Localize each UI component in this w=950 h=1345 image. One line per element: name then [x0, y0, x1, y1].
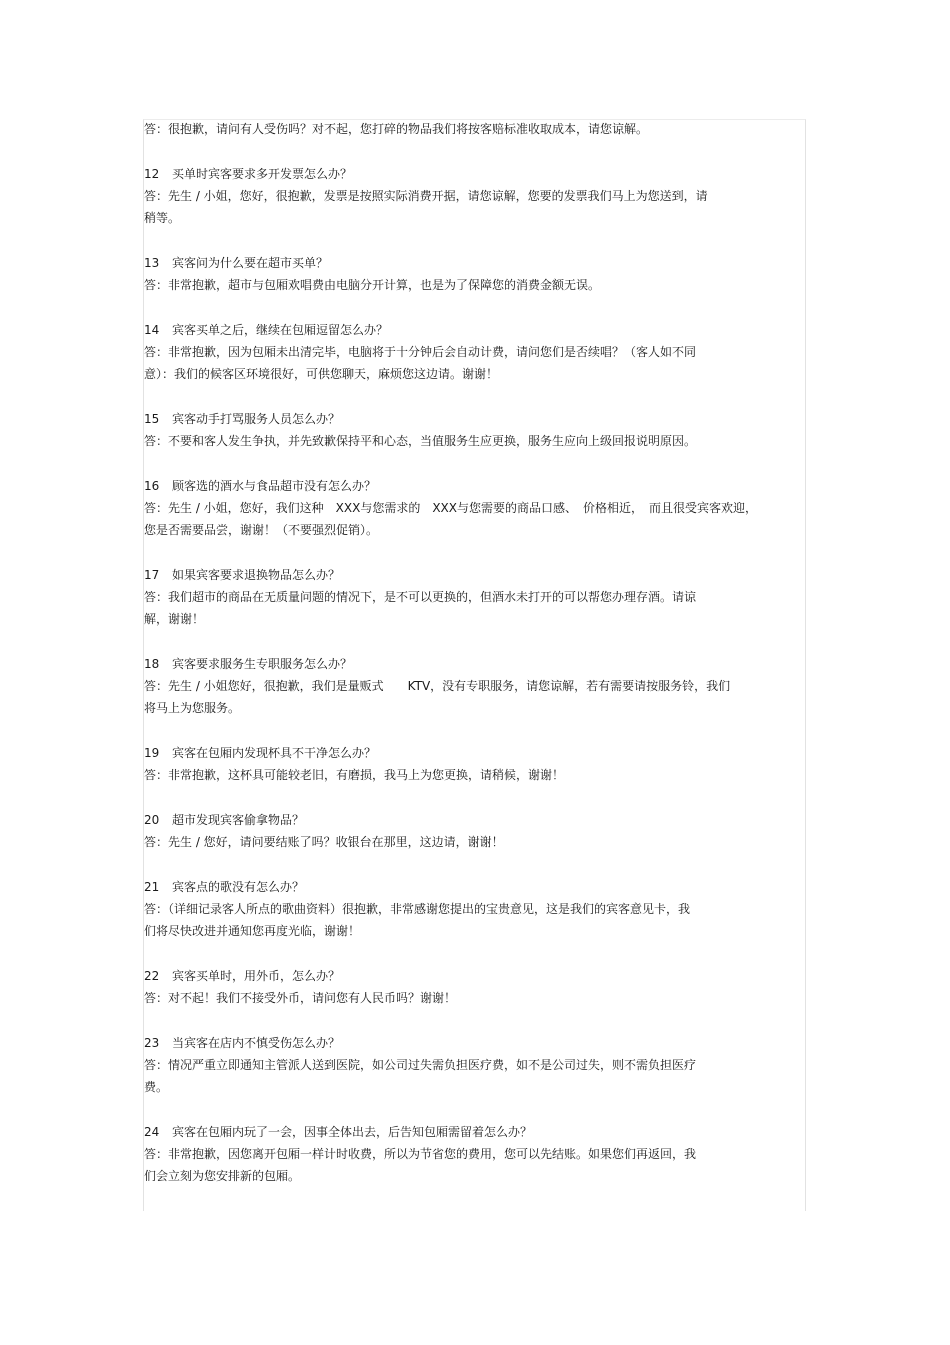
qa-item-19 — [144, 742, 804, 786]
question-line — [144, 965, 804, 987]
question-line — [144, 408, 804, 430]
answer-line: 答：先生 / 小姐，您好，我们这种 XXX与您需求的 XXX与您需要的商品口感、 价格相近， 而且很受宾客欢迎， — [144, 501, 758, 515]
qa-item-23 — [144, 1032, 804, 1098]
question-number: 23 — [144, 1036, 160, 1050]
answer-line: 答：非常抱歉，因为包厢未出清完毕，电脑将于十分钟后会自动计费，请问您们是否续唱？（客人如不同 — [144, 345, 697, 359]
question-line — [144, 319, 804, 341]
qa-item-18 — [144, 653, 804, 719]
question-number: 16 — [144, 479, 160, 493]
question-line — [144, 876, 804, 898]
question-text: 宾客点的歌没有怎么办？ — [172, 880, 305, 894]
question-text: 宾客问为什么要在超市买单？ — [172, 256, 329, 270]
answer-line: 答：对不起！我们不接受外币，请问您有人民币吗？谢谢！ — [144, 991, 457, 1005]
qa-item-13 — [144, 252, 804, 296]
question-line — [144, 742, 804, 764]
answer-line: 们会立刻为您安排新的包厢。 — [144, 1169, 301, 1183]
qa-item-17 — [144, 564, 804, 630]
answer-line: 将马上为您服务。 — [144, 701, 241, 715]
question-line — [144, 163, 804, 185]
question-number: 22 — [144, 969, 160, 983]
answer-line: 费。 — [144, 1080, 169, 1094]
question-line — [144, 1032, 804, 1054]
question-number: 20 — [144, 813, 160, 827]
question-line — [144, 564, 804, 586]
answer-line: 答：非常抱歉，超市与包厢欢唱费由电脑分开计算，也是为了保障您的消费金额无误。 — [144, 278, 601, 292]
qa-item-21 — [144, 876, 804, 942]
answer-line: 您是否需要品尝，谢谢！（不要强烈促销）。 — [144, 523, 379, 537]
question-text: 宾客动手打骂服务人员怎么办？ — [172, 412, 341, 426]
answer-line: 答：情况严重立即通知主管派人送到医院，如公司过失需负担医疗费，如不是公司过失，则不需负担医疗 — [144, 1058, 697, 1072]
qa-item-11-answer — [144, 118, 804, 140]
question-number: 14 — [144, 323, 160, 337]
question-number: 17 — [144, 568, 160, 582]
answer-line: 答：（详细记录客人所点的歌曲资料）很抱歉，非常感谢您提出的宝贵意见，这是我们的宾客意见卡，我 — [144, 902, 691, 916]
qa-item-24 — [144, 1121, 804, 1187]
question-text: 宾客买单时，用外币，怎么办？ — [172, 969, 341, 983]
question-line — [144, 252, 804, 274]
qa-item-14 — [144, 319, 804, 385]
qa-item-22 — [144, 965, 804, 1009]
question-number: 21 — [144, 880, 160, 894]
question-text: 如果宾客要求退换物品怎么办？ — [172, 568, 341, 582]
question-number: 12 — [144, 167, 160, 181]
question-number: 19 — [144, 746, 160, 760]
question-text: 宾客在包厢内玩了一会，因事全体出去，后告知包厢需留着怎么办？ — [172, 1125, 533, 1139]
answer-line: 答：我们超市的商品在无质量问题的情况下，是不可以更换的，但酒水未打开的可以帮您办理存酒。请谅 — [144, 590, 697, 604]
answer-line: 答：很抱歉，请问有人受伤吗？对不起，您打碎的物品我们将按客赔标准收取成本，请您谅解。 — [144, 122, 649, 136]
question-line — [144, 475, 804, 497]
qa-item-16 — [144, 475, 804, 541]
question-number: 13 — [144, 256, 160, 270]
answer-line: 答：不要和客人发生争执，并先致歉保持平和心态，当值服务生应更换，服务生应向上级回报说明原因。 — [144, 434, 697, 448]
qa-item-15 — [144, 408, 804, 452]
question-number: 24 — [144, 1125, 160, 1139]
answer-line: 解，谢谢！ — [144, 612, 205, 626]
answer-line: 答：非常抱歉，因您离开包厢一样计时收费，所以为节省您的费用，您可以先结账。如果您们再返回，我 — [144, 1147, 697, 1161]
answer-line: 答：先生 / 小姐您好，很抱歉，我们是量贩式 KTV，没有专职服务，请您谅解，若有需要请按服务铃，我们 — [144, 679, 731, 693]
answer-line: 答：非常抱歉，这杯具可能较老旧，有磨损，我马上为您更换，请稍候，谢谢！ — [144, 768, 565, 782]
question-number: 15 — [144, 412, 160, 426]
question-line — [144, 1121, 804, 1143]
question-number: 18 — [144, 657, 160, 671]
question-line — [144, 653, 804, 675]
answer-line: 们将尽快改进并通知您再度光临，谢谢！ — [144, 924, 361, 938]
answer-line: 答：先生 / 小姐，您好，很抱歉，发票是按照实际消费开据，请您谅解，您要的发票我们马上为您送到，请 — [144, 189, 708, 203]
answer-line: 意）：我们的候客区环境很好，可供您聊天，麻烦您这边请。谢谢！ — [144, 367, 499, 381]
question-text: 宾客要求服务生专职服务怎么办？ — [172, 657, 353, 671]
qa-item-20 — [144, 809, 804, 853]
question-text: 宾客在包厢内发现杯具不干净怎么办？ — [172, 746, 377, 760]
answer-line: 稍等。 — [144, 211, 181, 225]
question-text: 超市发现宾客偷拿物品？ — [172, 813, 305, 827]
qa-item-12 — [144, 163, 804, 229]
question-line — [144, 809, 804, 831]
question-text: 宾客买单之后，继续在包厢逗留怎么办？ — [172, 323, 389, 337]
question-text: 顾客选的酒水与食品超市没有怎么办？ — [172, 479, 377, 493]
answer-line: 答：先生 / 您好，请问要结账了吗？收银台在那里，这边请，谢谢！ — [144, 835, 504, 849]
document-content — [144, 118, 804, 1210]
question-text: 当宾客在店内不慎受伤怎么办？ — [172, 1036, 341, 1050]
question-text: 买单时宾客要求多开发票怎么办？ — [172, 167, 353, 181]
